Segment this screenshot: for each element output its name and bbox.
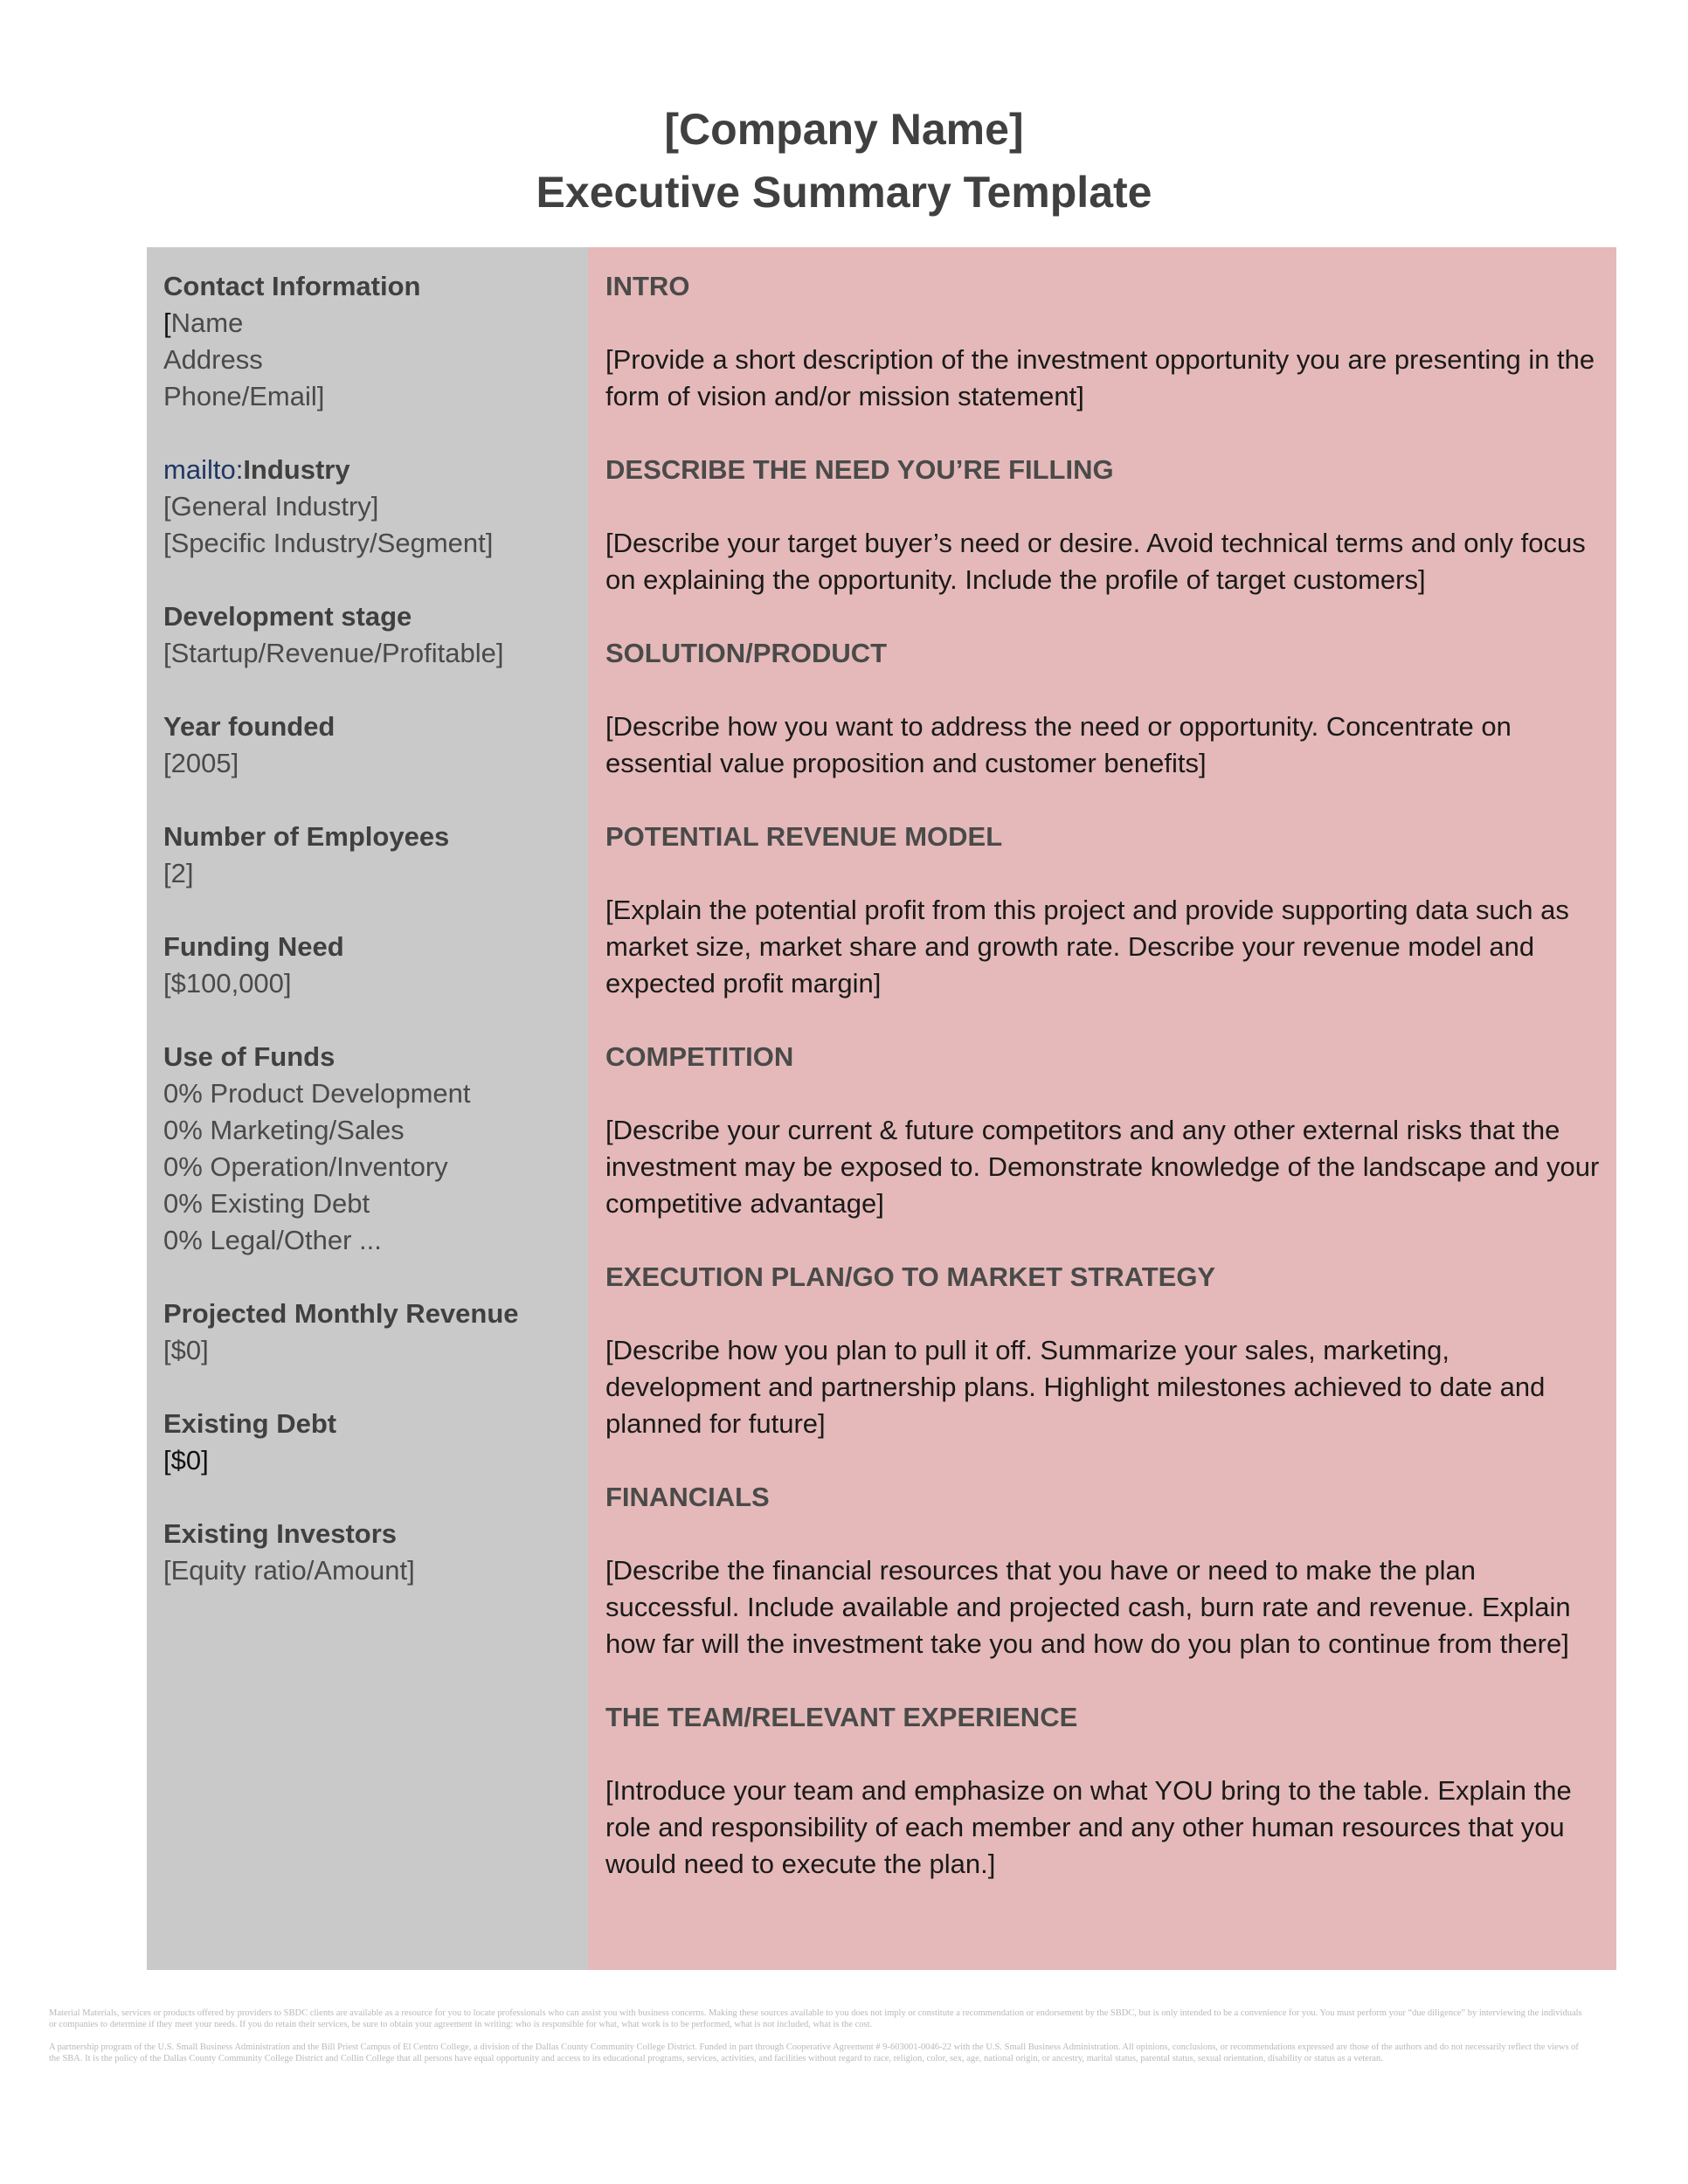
industry-label: Industry — [243, 454, 350, 485]
summary-table — [147, 247, 1616, 1970]
partnership-text: A partnership program of the U.S. Small Business Administration and the Bill Priest Campus of El Centro College, a division of the Dallas County Community College District. Funded in part through Cooperative Agreement # 9-603001-0046-22 with the U.S. Small Business Administration. All opinions, conclusions, or recommendations expressed are those of the authors and do not necessarily reflect the views of the SBA. It is the policy of the Dallas County Community College District and Collin College that all persons have equal opportunity and access to its educational programs, services, activities, and facilities without regard to race, religion, color, sex, age, national origin, or ancestry, marital status, parental status, sexual orientation, disability or status as a veteran. — [49, 2042, 1579, 2063]
funding-need-label: Funding Need — [163, 931, 344, 962]
contact-address: Address — [163, 344, 263, 375]
section-financials — [605, 1479, 1601, 1662]
existing-investors-value: [Equity ratio/Amount] — [163, 1555, 415, 1586]
projected-revenue-field — [163, 1296, 572, 1369]
section-revenue-model — [605, 819, 1601, 1002]
specific-industry-value: [Specific Industry/Segment] — [163, 528, 494, 558]
year-founded-field — [163, 708, 572, 782]
use-of-funds-label: Use of Funds — [163, 1041, 336, 1072]
employees-value: [2] — [163, 858, 194, 888]
section-solution — [605, 635, 1601, 782]
year-founded-label: Year founded — [163, 711, 336, 742]
contact-name-line — [163, 305, 572, 342]
projected-revenue-value: [$0] — [163, 1335, 209, 1365]
section-heading: COMPETITION — [605, 1041, 794, 1072]
section-heading: SOLUTION/PRODUCT — [605, 638, 888, 668]
section-body: [Describe how you plan to pull it off. Summarize your sales, marketing, development and partnership plans. Highlight milestones achieved to date and planned for future] — [605, 1335, 1546, 1439]
funding-need-value: [$100,000] — [163, 968, 292, 999]
section-body: [Explain the potential profit from this project and provide supporting data such as market size, market share and growth rate. Describe your revenue model and expected profit margin] — [605, 895, 1569, 999]
section-body: [Describe your current & future competitors and any other external risks that the investment may be exposed to. Demonstrate knowledge of the landscape and your competitive advantage] — [605, 1115, 1600, 1219]
document-title — [0, 98, 1688, 224]
use-of-funds-item: 0% Marketing/Sales — [163, 1115, 405, 1145]
use-of-funds-item: 0% Legal/Other ... — [163, 1225, 382, 1255]
section-body: [Provide a short description of the investment opportunity you are presenting in the form of vision and/or mission statement] — [605, 344, 1595, 411]
section-body: [Describe your target buyer’s need or desire. Avoid technical terms and only focus on explaining the opportunity. Include the profile of target customers] — [605, 528, 1586, 595]
section-team — [605, 1699, 1601, 1883]
section-heading: DESCRIBE THE NEED YOU’RE FILLING — [605, 454, 1114, 485]
section-body: [Describe how you want to address the need or opportunity. Concentrate on essential value proposition and customer benefits] — [605, 711, 1512, 778]
section-heading: INTRO — [605, 271, 690, 301]
industry-field — [163, 452, 572, 562]
sidebar-details — [147, 247, 588, 1970]
use-of-funds-item: 0% Operation/Inventory — [163, 1151, 448, 1182]
use-of-funds-field — [163, 1039, 572, 1259]
contact-information-field — [163, 268, 572, 415]
section-body: [Describe the financial resources that you have or need to make the plan successful. Include available and projected cash, burn rate and revenue. Explain how far will the investment take you and how do you plan to continue from there] — [605, 1555, 1571, 1659]
existing-debt-field — [163, 1406, 572, 1479]
contact-name: Name — [170, 308, 244, 338]
development-stage-value: [Startup/Revenue/Profitable] — [163, 638, 504, 668]
footer-disclaimer — [49, 2008, 1587, 2076]
development-stage-label: Development stage — [163, 601, 412, 632]
section-heading: FINANCIALS — [605, 1482, 770, 1512]
existing-investors-label: Existing Investors — [163, 1518, 398, 1549]
employees-label: Number of Employees — [163, 821, 450, 852]
summary-sections — [588, 247, 1616, 1970]
year-founded-value: [2005] — [163, 748, 239, 778]
contact-open-bracket: [ — [163, 308, 171, 338]
section-need — [605, 452, 1601, 598]
existing-investors-field — [163, 1516, 572, 1589]
section-intro — [605, 268, 1601, 415]
industry-label-line — [163, 452, 572, 488]
funding-need-field — [163, 929, 572, 1002]
contact-information-label: Contact Information — [163, 271, 421, 301]
company-name-heading: [Company Name] — [664, 105, 1024, 154]
section-heading: POTENTIAL REVENUE MODEL — [605, 821, 1003, 852]
section-heading: EXECUTION PLAN/GO TO MARKET STRATEGY — [605, 1261, 1216, 1292]
general-industry-value: [General Industry] — [163, 491, 379, 522]
mailto-link[interactable]: mailto: — [163, 454, 244, 485]
development-stage-field — [163, 598, 572, 672]
use-of-funds-item: 0% Existing Debt — [163, 1188, 370, 1219]
employees-field — [163, 819, 572, 892]
section-competition — [605, 1039, 1601, 1222]
section-body: [Introduce your team and emphasize on what YOU bring to the table. Explain the role and responsibility of each member and any other human resources that you would need to execute the plan.] — [605, 1775, 1572, 1879]
disclaimer-text: Material Materials, services or products offered by providers to SBDC clients are available as a resource for you to locate professionals who can assist you with business concerns. Making these sources available to you does not imply or constitute a recommendation or endorsement by the SBDC, but is only intended to be a convenience for you. You must perform your “due diligence” by interviewing the individuals or companies to determine if they meet your needs. If you do retain their services, be sure to obtain your agreement in writing: who is responsible for what, what work is to be performed, what is not included, what is the cost. — [49, 2008, 1582, 2029]
existing-debt-value: [$0] — [163, 1445, 209, 1476]
contact-phone-email: Phone/Email] — [163, 381, 325, 411]
existing-debt-label: Existing Debt — [163, 1408, 337, 1439]
section-execution-plan — [605, 1259, 1601, 1442]
section-heading: THE TEAM/RELEVANT EXPERIENCE — [605, 1702, 1078, 1732]
template-title-heading: Executive Summary Template — [536, 168, 1152, 217]
projected-revenue-label: Projected Monthly Revenue — [163, 1298, 519, 1329]
use-of-funds-item: 0% Product Development — [163, 1078, 471, 1109]
